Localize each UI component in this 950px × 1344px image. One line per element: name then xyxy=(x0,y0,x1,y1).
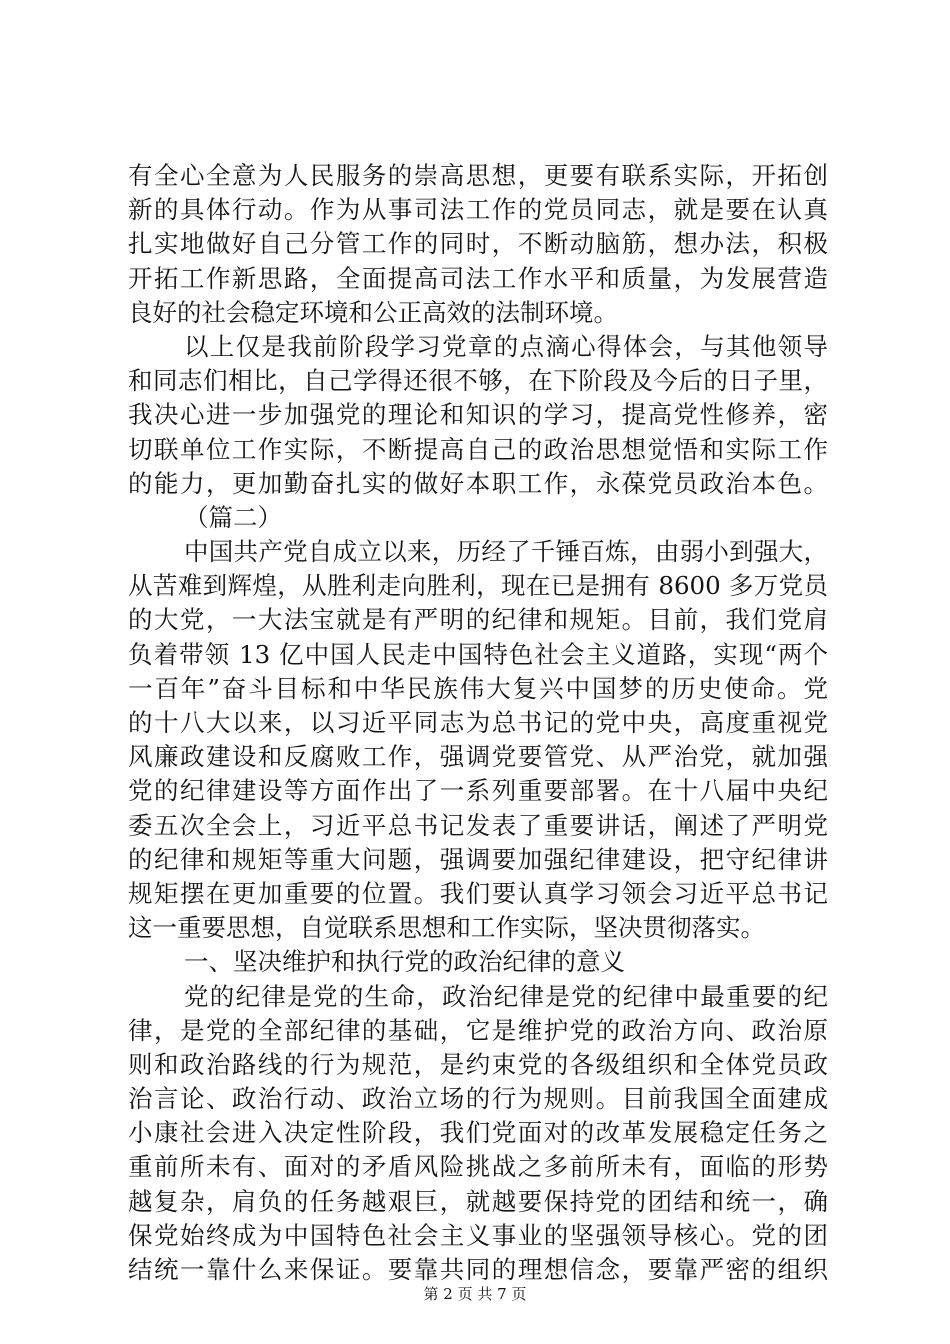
text-line: 的十八大以来，以习近平同志为总书记的党中央，高度重视党 xyxy=(128,708,828,737)
text-line: 的大党，一大法宝就是有严明的纪律和规矩。目前，我们党肩 xyxy=(128,605,828,635)
text-line: 的能力，更加勤奋扎实的做好本职工作，永葆党员政治本色。 xyxy=(128,468,828,498)
page-footer: 第 2 页 共 7 页 xyxy=(423,1285,527,1303)
text-line: 一、坚决维护和执行党的政治纪律的意义 xyxy=(184,947,625,977)
text-line: 和同志们相比，自己学得还很不够，在下阶段及今后的日子里， xyxy=(128,366,828,396)
text-line: 越复杂，肩负的任务越艰巨，就越要保持党的团结和统一，确 xyxy=(128,1186,828,1216)
text-line: 良好的社会稳定环境和公正高效的法制环境。 xyxy=(128,297,618,327)
text-line: 保党始终成为中国特色社会主义事业的坚强领导核心。党的团 xyxy=(128,1220,828,1250)
text-line: 的纪律和规矩等重大问题，强调要加强纪律建设，把守纪律讲 xyxy=(128,844,828,874)
text-line: 中国共产党自成立以来，历经了千锤百炼，由弱小到强大， xyxy=(184,537,828,567)
text-line: 从苦难到辉煌，从胜利走向胜利，现在已是拥有 8600 多万党员 xyxy=(128,571,828,601)
text-line: 党的纪律建设等方面作出了一系列重要部署。在十八届中央纪 xyxy=(128,776,828,806)
text-line: 有全心全意为人民服务的崇高思想，更要有联系实际，开拓创 xyxy=(128,161,828,190)
text-line: 治言论、政治行动、政治立场的行为规则。目前我国全面建成 xyxy=(128,1084,828,1114)
text-line: 新的具体行动。作为从事司法工作的党员同志，就是要在认真 xyxy=(128,195,828,225)
text-line: 结统一靠什么来保证。要靠共同的理想信念，要靠严密的组织 xyxy=(128,1255,828,1284)
text-line: 规矩摆在更加重要的位置。我们要认真学习领会习近平总书记 xyxy=(128,878,828,908)
text-line: 这一重要思想，自觉联系思想和工作实际，坚决贯彻落实。 xyxy=(128,913,765,943)
text-line: 小康社会进入决定性阶段，我们党面对的改革发展稳定任务之 xyxy=(128,1118,828,1148)
text-line: 负着带领 13 亿中国人民走中国特色社会主义道路，实现“两个 xyxy=(128,639,828,669)
text-line: 开拓工作新思路，全面提高司法工作水平和质量，为发展营造 xyxy=(128,263,828,293)
text-line: 党的纪律是党的生命，政治纪律是党的纪律中最重要的纪 xyxy=(184,981,828,1011)
text-line: 重前所未有、面对的矛盾风险挑战之多前所未有，面临的形势 xyxy=(128,1152,828,1182)
text-line: 一百年”奋斗目标和中华民族伟大复兴中国梦的历史使命。党 xyxy=(128,673,828,703)
text-line: 以上仅是我前阶段学习党章的点滴心得体会，与其他领导 xyxy=(184,331,828,361)
text-line: 则和政治路线的行为规范，是约束党的各级组织和全体党员政 xyxy=(128,1049,828,1079)
text-line: 风廉政建设和反腐败工作，强调党要管党、从严治党，就加强 xyxy=(128,742,828,772)
text-line: 律，是党的全部纪律的基础，它是维护党的政治方向、政治原 xyxy=(128,1015,828,1045)
text-line: 委五次全会上，习近平总书记发表了重要讲话，阐述了严明党 xyxy=(128,810,828,840)
text-line: 扎实地做好自己分管工作的同时，不断动脑筋，想办法，积极 xyxy=(128,229,828,259)
document-body xyxy=(128,159,828,1287)
text-line: （篇二） xyxy=(184,502,282,532)
text-line: 我决心进一步加强党的理论和知识的学习，提高党性修养，密 xyxy=(128,400,828,430)
text-line: 切联单位工作实际，不断提高自己的政治思想觉悟和实际工作 xyxy=(128,434,828,464)
